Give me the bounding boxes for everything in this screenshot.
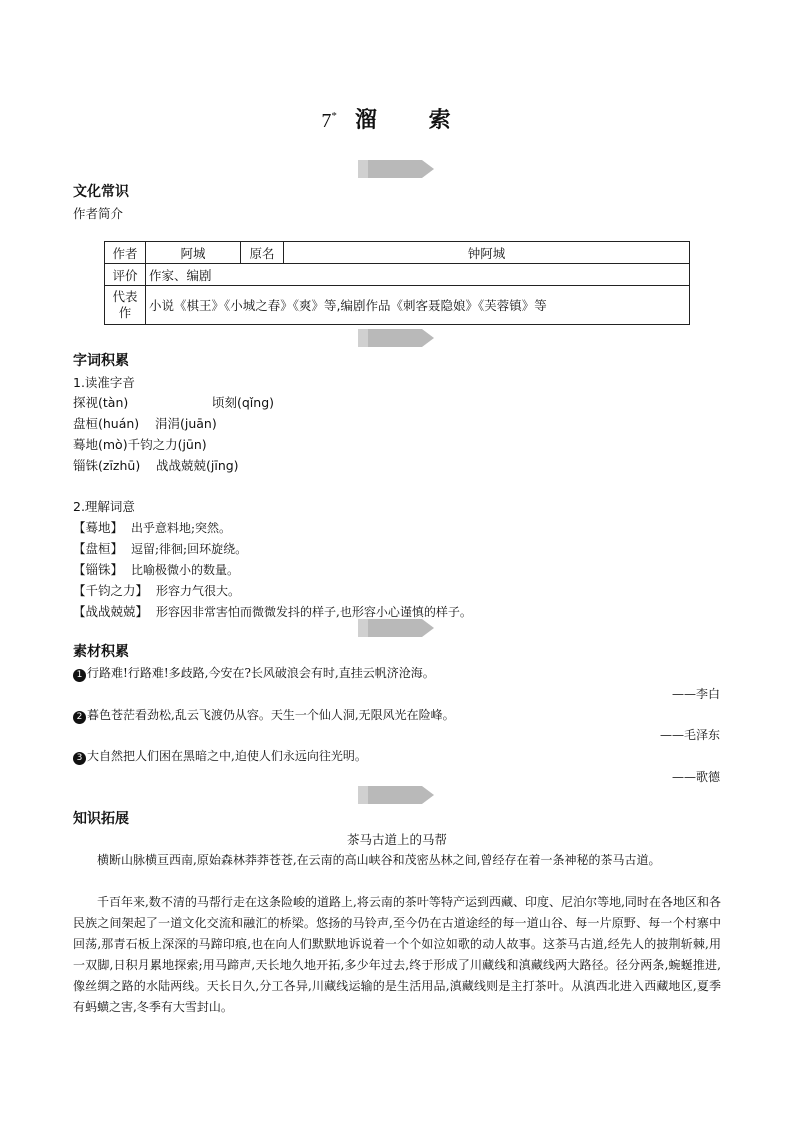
table-cell: 作者 [105,242,146,264]
table-cell: 作家、编剧 [146,264,690,286]
author-table [104,241,690,325]
section-banner [358,329,434,347]
table-row [105,264,690,286]
article-title: 茶马古道上的马帮 [346,832,447,847]
meanings-heading: 2.理解词意 [73,499,135,514]
section-heading-culture: 文化常识 [73,184,129,200]
section-heading-vocab: 字词积累 [73,353,129,369]
meaning-item: 【千钧之力】 形容力气很大。 [73,583,241,598]
section-heading-material: 素材积累 [73,644,129,660]
pronunciation-item: 探视(tàn) [73,395,129,410]
quote-author: ——毛泽东 [659,728,720,742]
meaning-item: 【战战兢兢】 形容因非常害怕而微微发抖的样子,也形容小心谨慎的样子。 [73,604,472,619]
article-paragraph: 千百年来,数不清的马帮行走在这条险峻的道路上,将云南的茶叶等特产运到西藏、印度、尼泊尔等地,同时在各地区和各民族之间架起了一道文化交流和融汇的桥梁。悠扬的马铃声,至今仍在古道途经的每一道山谷、每一片原野、每一个村寨中回荡,那青石板上深深的马蹄印痕,也在向人们默默地诉说着一个个如泣如歌的动人故事。这茶马古道,经先人的披荆斩棘,用一双脚,日积月累地探索;用马蹄声,天长地久地开拓,多少年过去,终于形成了川藏线和滇藏线两大路径。径分两条,蜿蜒推进,像丝绸之路的水陆两线。天长日久,分工各异,川藏线运输的是生活用品,滇藏线则是主打茶叶。从滇西北进入西藏地区,夏季有蚂蟥之害,冬季有大雪封山。 [73,895,721,1014]
number-badge: 1 [73,669,86,682]
section-banner [358,160,434,178]
table-row [105,286,690,325]
pronunciation-item: 战战兢兢(jīng) [156,458,239,473]
meaning-item: 【盘桓】 逗留;徘徊;回环旋绕。 [73,541,248,556]
table-cell: 阿城 [146,242,241,264]
quote-item: 2 暮色苍茫看劲松,乱云飞渡仍从容。天生一个仙人洞,无限风光在险峰。 [73,706,455,724]
table-cell: 小说《棋王》《小城之春》《爽》等,编剧作品《刺客聂隐娘》《芙蓉镇》等 [146,286,690,325]
lesson-number: 7* [321,110,337,132]
lesson-title: 溜 索 [354,107,473,133]
quote-item: 3 大自然把人们困在黑暗之中,迫使人们永远向往光明。 [73,747,367,765]
pronunciation-item: 锱铢(zīzhū) [73,458,141,473]
pronunciation-heading: 1.读准字音 [73,375,135,390]
section-banner [358,619,434,637]
section-heading-knowledge: 知识拓展 [73,811,129,827]
quote-author: ——李白 [671,687,720,701]
table-cell: 原名 [241,242,284,264]
article-paragraph: 横断山脉横亘西南,原始森林莽莽苍苍,在云南的高山峡谷和茂密丛林之间,曾经存在着一条神秘的茶马古道。 [97,853,661,867]
table-cell: 评价 [105,264,146,286]
pronunciation-item: 涓涓(juān) [155,416,217,431]
page-title [0,103,794,134]
quote-item: 1 行路难!行路难!多歧路,今安在?长风破浪会有时,直挂云帆济沧海。 [73,664,435,682]
pronunciation-item: 盘桓(huán) [73,416,140,431]
quote-author: ——歌德 [671,770,720,784]
meaning-item: 【蓦地】 出乎意料地;突然。 [73,520,232,535]
number-badge: 2 [73,711,86,724]
table-cell: 钟阿城 [284,242,690,264]
table-cell: 代表作 [105,286,146,325]
table-row [105,242,690,264]
pronunciation-item: 蓦地(mò)千钧之力(jūn) [73,437,207,452]
meaning-item: 【锱铢】 比喻极微小的数量。 [73,562,240,577]
subheading-author-intro: 作者简介 [73,206,124,221]
pronunciation-item: 顷刻(qǐng) [212,395,275,410]
section-banner [358,786,434,804]
number-badge: 3 [73,752,86,765]
